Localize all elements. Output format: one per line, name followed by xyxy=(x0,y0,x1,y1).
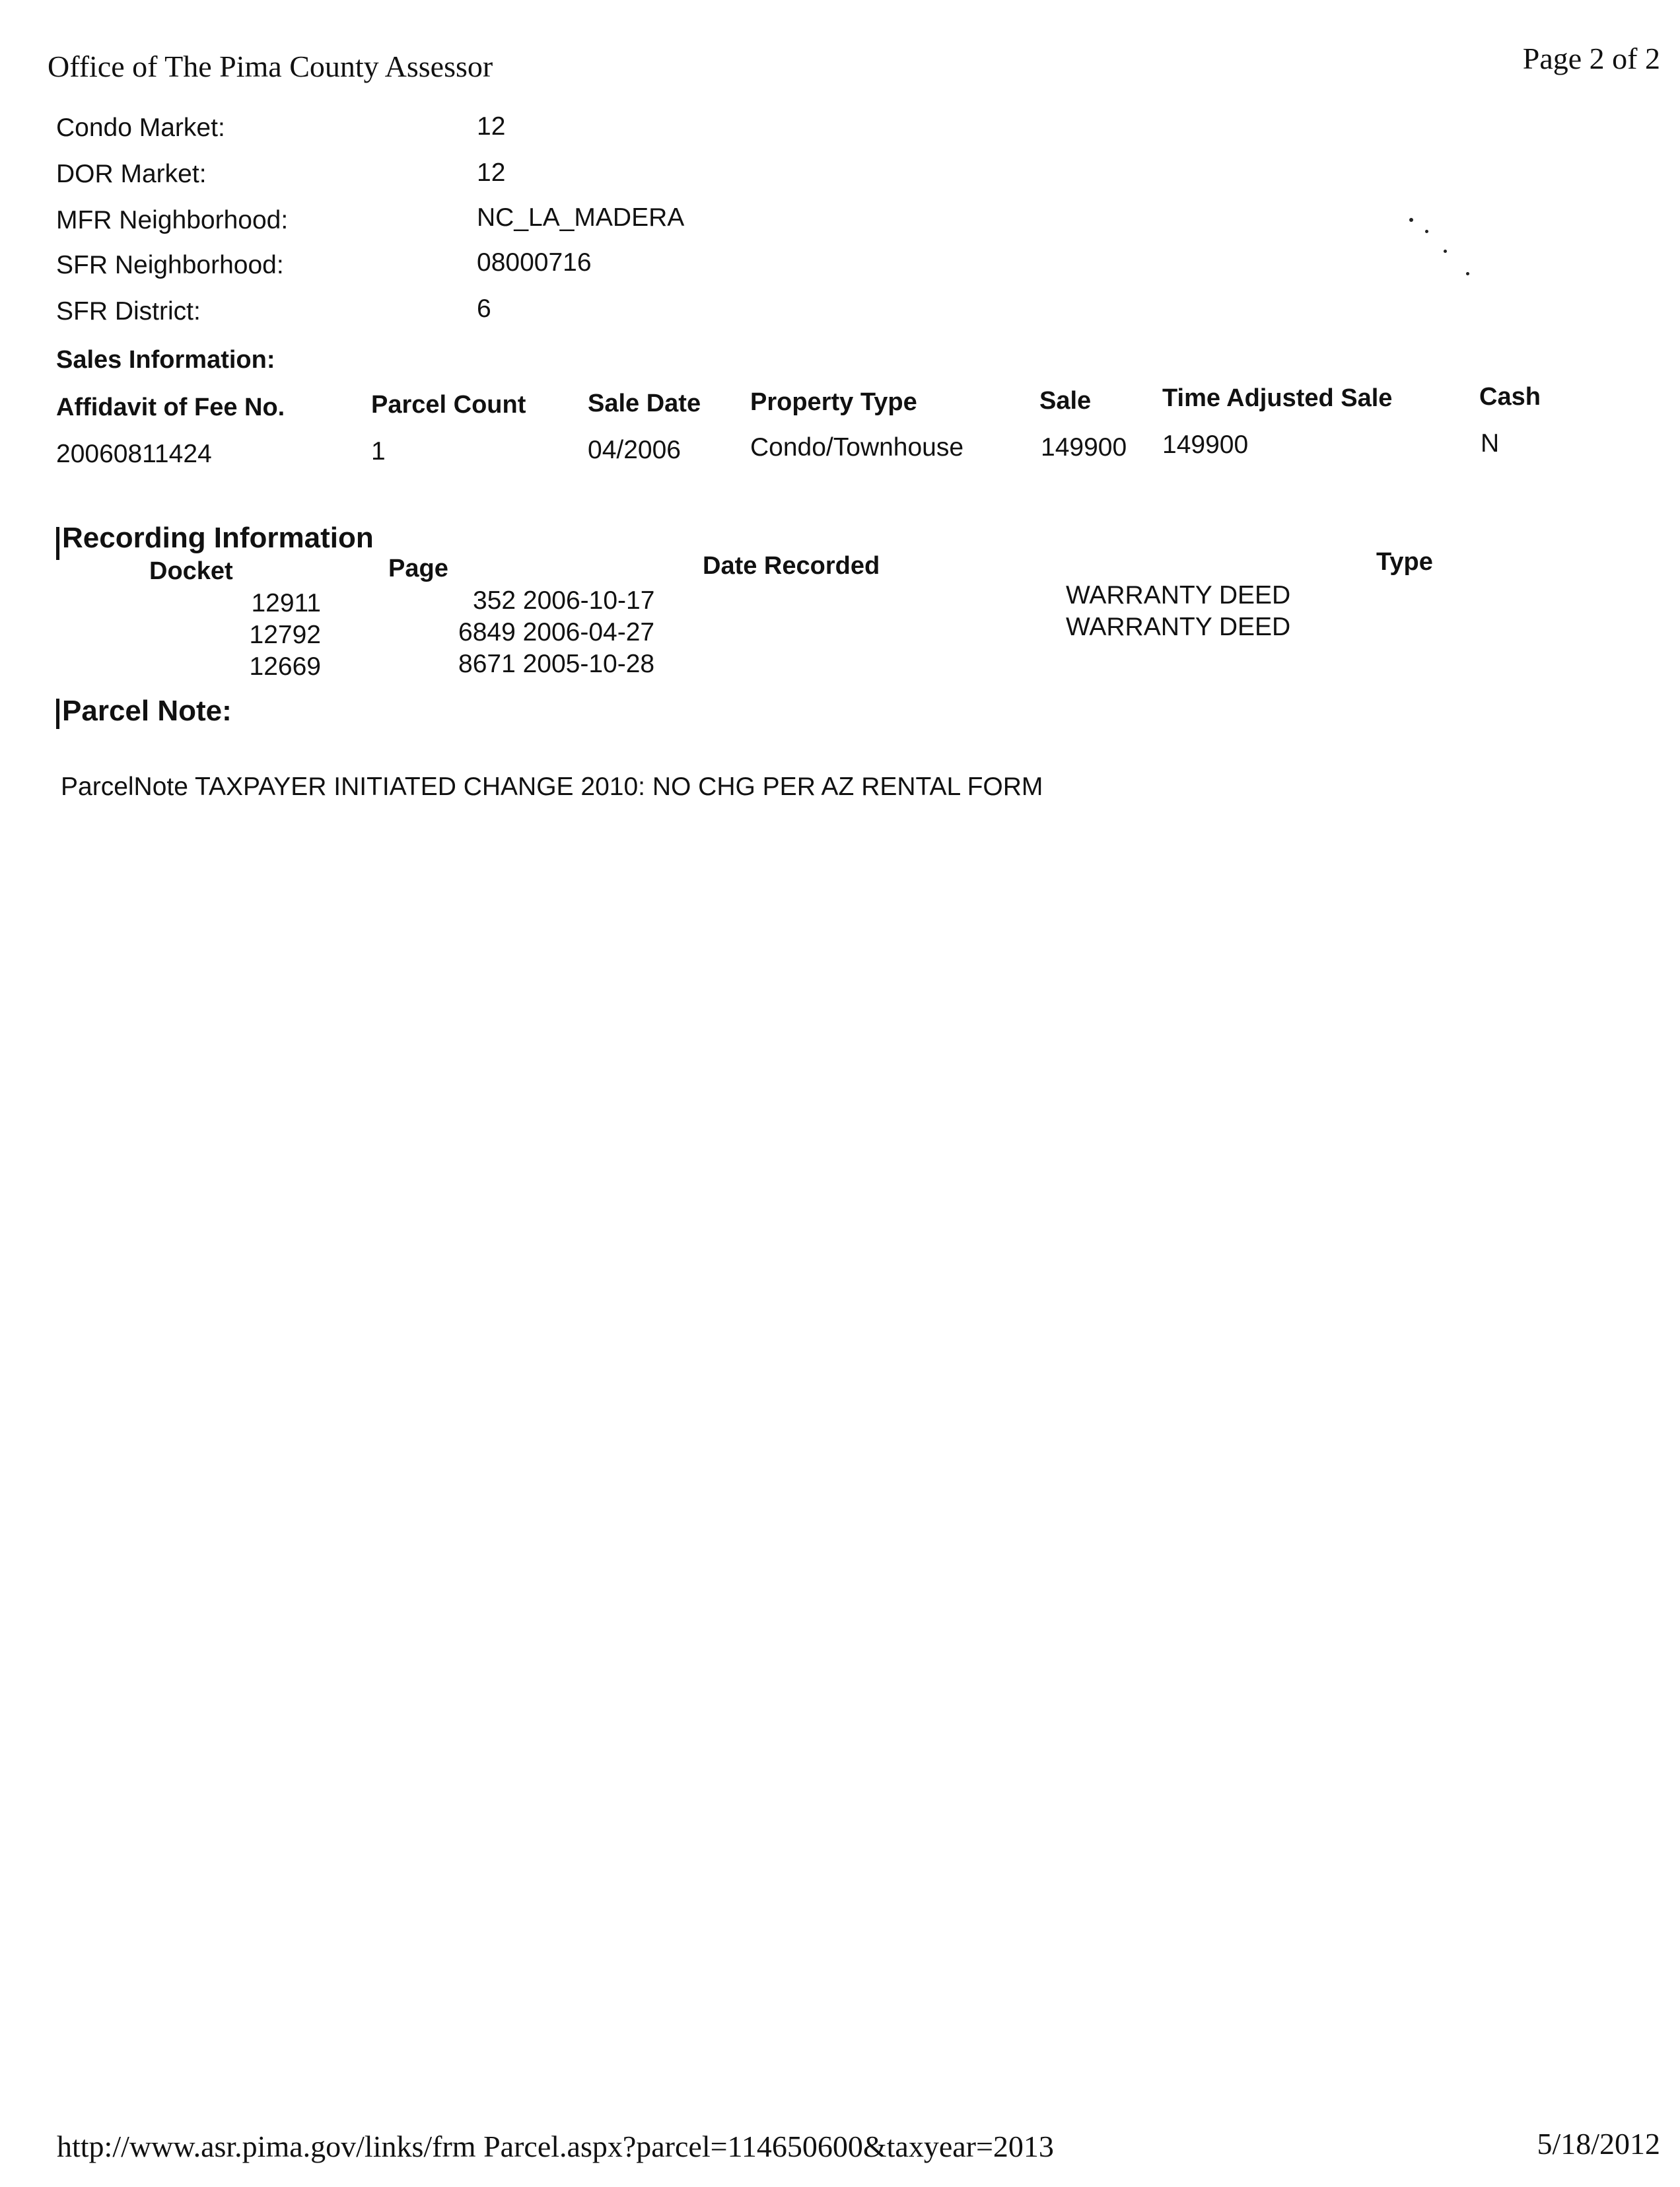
sales-col-sale-date: Sale Date xyxy=(588,390,701,417)
sales-cell-time-adjusted-sale: 149900 xyxy=(1162,431,1249,459)
sales-col-parcel-count: Parcel Count xyxy=(371,391,526,419)
field-value-condo-market: 12 xyxy=(477,112,506,141)
sales-cell-cash: N xyxy=(1481,429,1500,458)
field-value-sfr-district: 6 xyxy=(477,295,491,323)
recording-cell-docket: 12792 xyxy=(249,621,321,649)
recording-cell-page-date: 8671 2005-10-28 xyxy=(458,650,655,678)
sales-col-cash: Cash xyxy=(1479,383,1541,411)
field-label-condo-market: Condo Market: xyxy=(56,114,225,142)
field-value-sfr-neighborhood: 08000716 xyxy=(477,248,592,277)
sales-cell-sale-date: 04/2006 xyxy=(588,436,681,464)
section-marker xyxy=(56,527,59,560)
recording-cell-docket: 12911 xyxy=(251,589,321,617)
sales-heading: Sales Information: xyxy=(56,346,275,374)
footer-url: http://www.asr.pima.gov/links/frm Parcel.aspx?parcel=114650600&taxyear=2013 xyxy=(57,2130,1054,2163)
recording-cell-type: WARRANTY DEED xyxy=(1066,581,1291,609)
sales-col-sale: Sale xyxy=(1039,387,1092,415)
scan-speck xyxy=(1466,272,1469,275)
recording-col-type: Type xyxy=(1376,548,1433,576)
recording-col-docket: Docket xyxy=(149,557,233,585)
section-marker xyxy=(56,699,59,729)
scan-speck xyxy=(1425,230,1428,233)
recording-cell-page-date: 6849 2006-04-27 xyxy=(458,618,655,646)
field-value-dor-market: 12 xyxy=(477,158,506,187)
page-number: Page 2 of 2 xyxy=(1522,42,1660,75)
recording-cell-docket: 12669 xyxy=(249,652,321,681)
footer-date: 5/18/2012 xyxy=(1537,2127,1660,2161)
field-label-sfr-district: SFR District: xyxy=(56,297,201,326)
scan-speck xyxy=(1444,250,1447,253)
recording-cell-type: WARRANTY DEED xyxy=(1066,613,1291,641)
parcel-note-text: ParcelNote TAXPAYER INITIATED CHANGE 2010: NO CHG PER AZ RENTAL FORM xyxy=(61,773,1043,801)
sales-cell-affidavit: 20060811424 xyxy=(56,440,212,468)
recording-col-date-recorded: Date Recorded xyxy=(703,552,880,580)
sales-cell-sale: 149900 xyxy=(1041,433,1127,462)
parcel-note-heading: Parcel Note: xyxy=(62,695,232,727)
scan-speck xyxy=(1409,218,1413,222)
office-title: Office of The Pima County Assessor xyxy=(48,50,493,83)
sales-col-property-type: Property Type xyxy=(750,388,917,416)
field-value-mfr-neighborhood: NC_LA_MADERA xyxy=(477,203,685,232)
recording-col-page: Page xyxy=(388,555,448,582)
sales-cell-property-type: Condo/Townhouse xyxy=(750,433,964,462)
field-label-sfr-neighborhood: SFR Neighborhood: xyxy=(56,251,284,279)
sales-col-affidavit: Affidavit of Fee No. xyxy=(56,394,285,421)
recording-heading: Recording Information xyxy=(62,522,374,554)
sales-cell-parcel-count: 1 xyxy=(371,437,386,466)
field-label-mfr-neighborhood: MFR Neighborhood: xyxy=(56,206,289,234)
sales-col-time-adjusted-sale: Time Adjusted Sale xyxy=(1162,384,1393,412)
recording-cell-page-date: 352 2006-10-17 xyxy=(473,586,655,615)
field-label-dor-market: DOR Market: xyxy=(56,160,207,188)
